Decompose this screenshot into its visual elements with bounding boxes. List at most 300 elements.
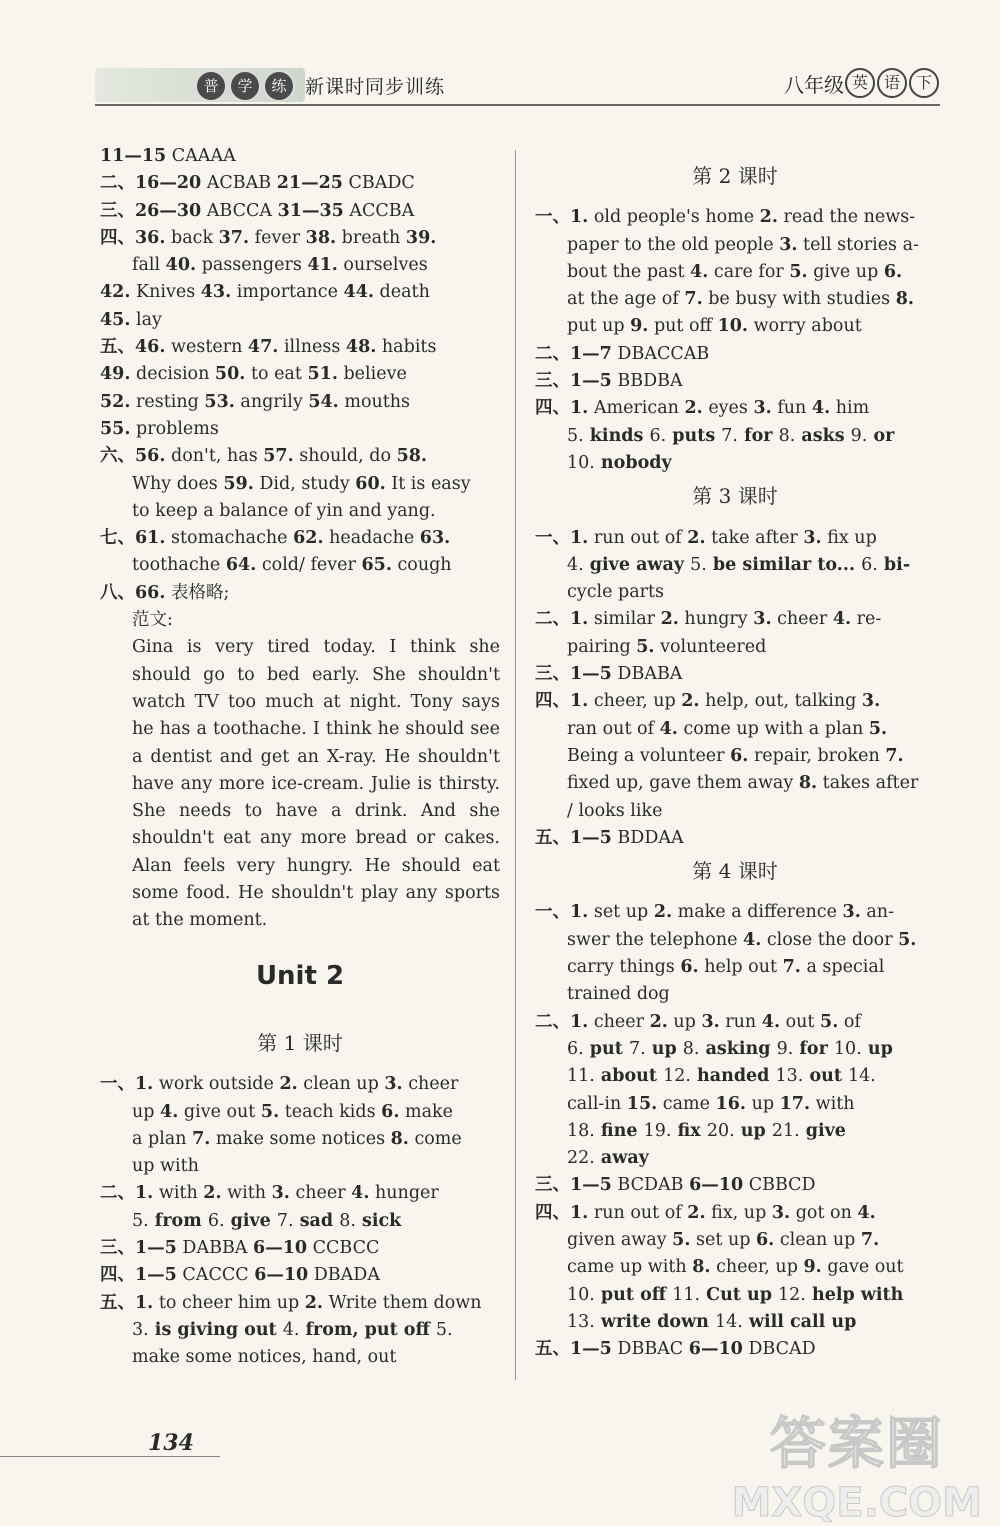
logo-char: 普 (195, 70, 227, 102)
answer-text: to keep a balance of yin and yang. (132, 500, 436, 521)
question-number: 2. (304, 1292, 324, 1313)
question-number: 2. (279, 1074, 298, 1095)
answer-text: hunger (369, 1183, 439, 1204)
question-number: 8. (390, 1128, 409, 1149)
answer-line (535, 1282, 935, 1309)
answer-text: make (399, 1101, 453, 1122)
question-number: 四、1—5 (100, 1265, 177, 1286)
question-number: 四、1. (535, 398, 589, 419)
question-number: 44. (343, 282, 374, 303)
answer-text: Did, study (253, 473, 356, 494)
question-number: 8. (798, 773, 818, 794)
question-number: 4. (160, 1101, 179, 1122)
answer-text: fix up (821, 527, 877, 548)
answer-text: importance (231, 282, 344, 303)
question-number: be similar to... (706, 554, 862, 575)
question-number: 二、16—20 (100, 173, 202, 194)
answer-text: BDDAA (611, 827, 684, 848)
answer-text: 10. (567, 1284, 595, 1305)
question-number: from, put off (299, 1319, 436, 1340)
answer-text: Being a volunteer (567, 745, 731, 766)
answer-line (535, 579, 935, 606)
answer-line (535, 1254, 935, 1281)
question-number: or (867, 425, 895, 446)
question-number: 59. (223, 473, 254, 494)
question-number: 63. (419, 528, 451, 549)
answer-text: care for (708, 261, 790, 282)
answer-text: toothache (132, 555, 226, 576)
answer-text: 8. (339, 1210, 356, 1231)
question-number: 2. (687, 527, 706, 548)
answer-text: eyes (702, 398, 754, 419)
question-number: 五、1—5 (535, 827, 612, 848)
answer-text: habits (376, 337, 437, 358)
answer-text: give out (178, 1101, 261, 1122)
answer-text: clean up (297, 1074, 385, 1095)
answer-text: headache (323, 528, 420, 549)
question-number: 4. (351, 1183, 370, 1204)
answer-text: believe (337, 364, 407, 385)
answer-text: takes after (817, 773, 919, 794)
question-number: put (583, 1038, 629, 1059)
answer-text: CCBCC (307, 1237, 380, 1258)
question-number: will call up (742, 1311, 857, 1332)
answer-line (535, 899, 935, 926)
header-rule (95, 104, 940, 106)
question-number: 3. (771, 1202, 791, 1223)
answer-line (100, 252, 500, 279)
question-number: 一、1. (535, 207, 589, 228)
answer-text: 3. (132, 1319, 149, 1340)
answer-text: 9. (850, 425, 868, 446)
question-number: 10. (717, 316, 749, 337)
question-number: give away (583, 554, 691, 575)
answer-text: help, out, talking (699, 691, 862, 712)
answer-line (535, 259, 935, 286)
answer-text: carry things (567, 957, 681, 978)
answer-text: cough (391, 555, 452, 576)
answer-text: 8. (682, 1038, 700, 1059)
answer-text: Write them down (323, 1292, 482, 1313)
question-number: 五、1—5 (535, 1339, 612, 1360)
watermark-logo (732, 1400, 982, 1526)
answer-line (100, 498, 500, 525)
answer-line (535, 716, 935, 743)
question-number: 二、1. (535, 609, 589, 630)
question-number: 6. (883, 261, 903, 282)
answer-text: angrily (234, 391, 309, 412)
answer-text: western (165, 337, 248, 358)
answer-text: passengers (196, 255, 308, 276)
answer-text: trained dog (567, 984, 670, 1005)
answer-text: fall (132, 255, 166, 276)
question-number: up (645, 1038, 683, 1059)
answer-text: cheer (289, 1183, 352, 1204)
answer-line (100, 361, 500, 388)
question-number: 7. (782, 957, 801, 978)
answer-text: CAAAA (166, 146, 236, 166)
question-number: 50. (214, 364, 246, 385)
answer-line (535, 1036, 935, 1063)
question-number: 48. (345, 337, 377, 358)
question-number: 38. (305, 227, 337, 248)
question-number: for (793, 1038, 834, 1059)
question-number: 49. (100, 364, 131, 385)
answer-line (535, 743, 935, 770)
question-number: 3. (753, 398, 772, 419)
answer-text: DBADA (308, 1265, 380, 1286)
question-number: 6—10 (254, 1265, 309, 1286)
question-number: give (799, 1120, 846, 1141)
question-number: 二、1. (535, 1011, 589, 1032)
answer-text: set up (690, 1229, 756, 1250)
question-number: 3. (271, 1183, 290, 1204)
question-number: 3. (842, 902, 861, 923)
answer-text: 19. (643, 1120, 672, 1141)
logo-char: 练 (263, 70, 295, 102)
answer-text: a special (800, 957, 885, 978)
answer-line (535, 634, 935, 661)
question-number: 四、1. (535, 1202, 589, 1223)
question-number: 4. (857, 1202, 876, 1223)
question-number: give (224, 1210, 277, 1231)
question-number: sad (293, 1210, 340, 1231)
question-number: 3. (861, 691, 881, 712)
answer-text: bout the past (567, 261, 691, 282)
answer-text: close the door (761, 929, 899, 950)
question-number: 七、61. (100, 528, 166, 549)
question-number: 4. (659, 718, 678, 739)
answer-text: ran out of (567, 718, 660, 739)
answer-text: 12. (778, 1284, 806, 1305)
question-number: 五、46. (100, 337, 166, 358)
answer-text: pairing (567, 636, 637, 657)
answer-line (100, 1262, 500, 1289)
series-title: 新课时同步训练 (305, 76, 446, 98)
question-number: 2. (653, 902, 673, 923)
answer-line (535, 1063, 935, 1090)
answer-line (535, 1200, 935, 1227)
question-number: up (861, 1038, 893, 1059)
question-number: 6—10 (688, 1339, 743, 1360)
question-number: 3. (803, 527, 822, 548)
answer-line (100, 334, 500, 361)
answer-line (535, 368, 935, 395)
answer-line (535, 981, 935, 1008)
question-number: 2. (759, 207, 778, 228)
answer-text: ABCCA (201, 200, 278, 221)
question-number: 四、36. (100, 227, 166, 248)
question-number: 37. (218, 227, 250, 248)
answer-text: don't, has (165, 446, 264, 467)
answer-text: with (153, 1183, 204, 1204)
page-number: 134 (148, 1430, 194, 1456)
question-number: 6—10 (253, 1237, 308, 1258)
answer-line (535, 552, 935, 579)
question-number: 5. (898, 929, 917, 950)
answer-text: 7. (721, 425, 738, 446)
answer-text: an- (860, 902, 894, 923)
question-number: 4. (811, 398, 831, 419)
lesson-3-answers (535, 525, 935, 853)
answer-text: with (221, 1183, 272, 1204)
watermark-url: MXQE.COM (731, 1480, 982, 1526)
answer-text: got on (790, 1202, 858, 1223)
answer-text: ourselves (337, 255, 428, 276)
answer-text: fixed up, gave them away (567, 773, 799, 794)
answer-text: at the age of (567, 289, 685, 310)
answer-text: decision (130, 364, 215, 385)
answer-text: work outside (153, 1074, 280, 1095)
book-title-char: 年 (804, 72, 824, 97)
answer-text: 14. (848, 1066, 876, 1087)
footer-rule (0, 1456, 220, 1457)
answer-text: up (667, 1011, 702, 1032)
answer-text: 6. (649, 425, 667, 446)
answer-text: swer the telephone (567, 929, 744, 950)
question-number: asking (699, 1038, 777, 1059)
question-number: 6. (381, 1101, 400, 1122)
answer-text: out (780, 1011, 821, 1032)
answer-text: 11. (567, 1066, 595, 1087)
question-number: 2. (203, 1183, 222, 1204)
question-number: 2. (687, 1202, 706, 1223)
answer-text: back (165, 227, 219, 248)
answer-text: breath (336, 227, 406, 248)
answer-text: / looks like (567, 800, 663, 821)
question-number: 7. (885, 745, 904, 766)
answer-text: 9. (776, 1038, 794, 1059)
answer-line (535, 1172, 935, 1199)
question-number: 2. (684, 398, 703, 419)
question-number: 一、1. (535, 902, 589, 923)
answer-text: fun (771, 398, 812, 419)
question-number: 4. (832, 609, 852, 630)
answer-text: 7. (276, 1210, 294, 1231)
question-number: handed (690, 1066, 776, 1087)
answer-line (535, 1227, 935, 1254)
question-number: 17. (779, 1093, 811, 1114)
answer-text: 13. (567, 1311, 595, 1332)
answer-line (535, 341, 935, 368)
answer-text: call-in (567, 1093, 627, 1114)
answer-text: 6. (567, 1038, 584, 1059)
question-number: 3. (701, 1011, 720, 1032)
question-number: 11—15 (100, 146, 167, 166)
question-number: 4. (743, 929, 762, 950)
book-title-char: 英 (845, 68, 875, 98)
question-number: 47. (247, 337, 279, 358)
answer-text: 4. (567, 554, 584, 575)
answer-line (535, 423, 935, 450)
answer-line (535, 1145, 935, 1172)
answer-text: put up (567, 316, 631, 337)
answer-text: cheer, up (710, 1257, 804, 1278)
answer-text: run out of (588, 527, 688, 548)
answer-text: set up (588, 902, 654, 923)
question-number: 6—10 (689, 1175, 744, 1196)
answer-text: cheer, up (588, 691, 682, 712)
answer-text: come (408, 1128, 462, 1149)
answer-text: 21. (771, 1120, 800, 1141)
answer-text: to eat (245, 364, 308, 385)
question-number: 15. (626, 1093, 658, 1114)
answer-text: 10. (567, 452, 595, 473)
answer-line (535, 204, 935, 231)
answer-line (100, 307, 500, 334)
page-header (95, 62, 940, 106)
answer-text: American (588, 398, 685, 419)
question-number: 9. (803, 1257, 822, 1278)
answer-line (100, 279, 500, 306)
question-number: 一、1. (100, 1074, 154, 1095)
answer-text: DBBAC (611, 1339, 689, 1360)
question-number: 58. (396, 446, 428, 467)
question-number: 5. (260, 1101, 280, 1122)
answer-text: 22. (567, 1148, 595, 1169)
answer-text: make a difference (672, 902, 843, 923)
answer-text: be busy with studies (702, 289, 896, 310)
answer-line (100, 170, 500, 197)
answer-line (535, 954, 935, 981)
question-number: 52. (100, 391, 131, 412)
question-number: 二、1. (100, 1183, 154, 1204)
answer-text: should, do (293, 446, 397, 467)
answer-text: DBCAD (742, 1339, 816, 1360)
answer-text: death (373, 282, 430, 303)
answer-line (100, 198, 500, 225)
answer-text: teach kids (279, 1101, 382, 1122)
question-number: 三、1—5 (100, 1237, 177, 1258)
question-number: 一、1. (535, 527, 589, 548)
question-number: 6. (730, 745, 749, 766)
question-number: 53. (204, 391, 235, 412)
answer-line (100, 225, 500, 252)
answer-line (100, 1344, 500, 1371)
answer-line (100, 1153, 500, 1180)
answer-line (100, 1290, 500, 1317)
question-number: 39. (405, 227, 437, 248)
question-number: 7. (860, 1229, 880, 1250)
answer-text: 5. (567, 425, 584, 446)
answer-text: 12. (663, 1066, 691, 1087)
question-number: 31—35 (277, 200, 344, 221)
answer-text: 20. (706, 1120, 735, 1141)
answer-text: cycle parts (567, 582, 665, 603)
left-column (100, 143, 500, 1371)
book-title-char: 八 (784, 72, 804, 97)
answer-text: mouths (338, 391, 411, 412)
question-number: nobody (594, 452, 672, 473)
answer-text: 18. (567, 1120, 595, 1141)
question-number: 21—25 (276, 173, 343, 194)
answer-text: him (830, 398, 870, 419)
question-number: 55. (100, 418, 131, 439)
question-number: 51. (307, 364, 338, 385)
answer-text: 4. (282, 1319, 300, 1340)
answer-text: take after (705, 527, 804, 548)
question-number: fix (671, 1120, 707, 1141)
answer-line (535, 798, 935, 825)
question-number: 三、1—5 (535, 371, 612, 392)
question-number: 8. (692, 1257, 711, 1278)
right-column (535, 163, 935, 1363)
answer-text: up with (132, 1156, 199, 1177)
question-number: kinds (583, 425, 650, 446)
answer-text: DBACCAB (611, 343, 710, 364)
lesson-4-answers (535, 899, 935, 1363)
question-number: puts (666, 425, 722, 446)
answer-text: 5. (132, 1210, 149, 1231)
answer-text: 表格略; (165, 582, 230, 603)
lesson-1-answers (100, 1071, 500, 1371)
answer-line (100, 416, 500, 443)
answer-text: hungry (678, 609, 754, 630)
question-number: 2. (649, 1011, 668, 1032)
question-number: 二、1—7 (535, 343, 612, 364)
question-number: 7. (684, 289, 703, 310)
answer-text: came (657, 1093, 716, 1114)
answer-text: 6. (861, 554, 878, 575)
answer-text: of (838, 1011, 861, 1032)
question-number: 3. (779, 234, 798, 255)
lesson-2-title: 第 2 课时 (692, 164, 778, 188)
question-number: 八、66. (100, 582, 166, 603)
answer-line (535, 770, 935, 797)
question-number: 六、56. (100, 446, 166, 467)
answer-line (100, 389, 500, 416)
question-number: help with (805, 1284, 904, 1305)
answer-text: lay (130, 309, 162, 330)
question-number: 54. (308, 391, 339, 412)
answer-text: 5. (435, 1319, 453, 1340)
answer-text: cheer (771, 609, 833, 630)
answer-line (535, 1118, 935, 1145)
answer-line (100, 1099, 500, 1126)
answer-text: re- (851, 609, 882, 630)
answer-text: volunteered (654, 636, 767, 657)
answer-text: stomachache (165, 528, 294, 549)
answer-text: read the news- (777, 207, 916, 228)
answer-text: 11. (672, 1284, 701, 1305)
answer-text: came up with (567, 1257, 693, 1278)
answer-line (535, 286, 935, 313)
series-logo (195, 70, 295, 102)
answer-text: resting (130, 391, 205, 412)
question-number: 2. (681, 691, 700, 712)
answer-text: worry about (748, 316, 862, 337)
answer-text: fever (249, 227, 306, 248)
logo-char: 学 (229, 70, 261, 102)
question-number: 三、26—30 (100, 200, 202, 221)
answer-text: cold/ fever (256, 555, 362, 576)
answer-line (535, 606, 935, 633)
answer-text: problems (130, 418, 219, 439)
answer-text: come up with a plan (677, 718, 869, 739)
answer-text: 范文: (132, 610, 173, 631)
question-number: 45. (100, 309, 131, 330)
question-number: 5. (789, 261, 808, 282)
answer-line (535, 688, 935, 715)
answer-text: 10. (833, 1038, 862, 1059)
answer-text: make some notices, hand, out (132, 1347, 397, 1368)
question-number: for (737, 425, 779, 446)
question-number: write down (594, 1311, 715, 1332)
answer-text: 8. (778, 425, 796, 446)
answer-line (535, 927, 935, 954)
answer-line (100, 143, 500, 170)
answer-text: tell stories a- (797, 234, 919, 255)
